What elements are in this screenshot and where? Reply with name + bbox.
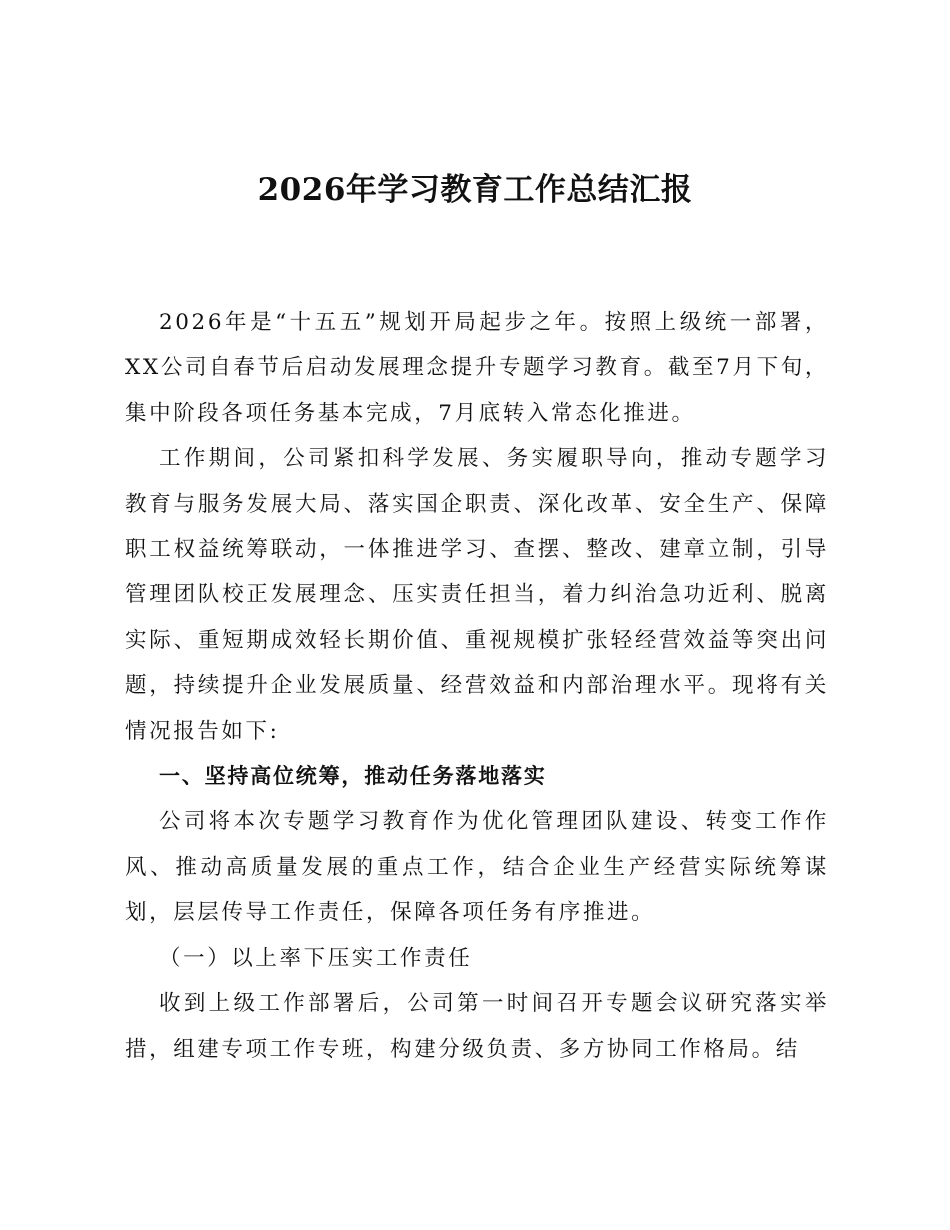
document-body: [125, 300, 829, 1072]
section-paragraph: 公司将本次专题学习教育作为优化管理团队建设、转变工作作风、推动高质量发展的重点工作，结合企业生产经营实际统筹谋划，层层传导工作责任，保障各项任务有序推进。: [125, 809, 829, 926]
intro-paragraph: 2026年是“十五五”规划开局起步之年。按照上级统一部署，XX公司自春节后启动发展理念提升专题学习教育。截至7月下旬，集中阶段各项任务基本完成，7月底转入常态化推进。: [125, 310, 829, 426]
subsection-paragraph: 收到上级工作部署后，公司第一时间召开专题会议研究落实举措，组建专项工作专班，构建分级负责、多方协同工作格局。结: [125, 991, 829, 1062]
subsection-heading: （一）以上率下压实工作责任: [159, 945, 473, 971]
section-heading: 一、坚持高位统筹，推动任务落地落实: [159, 764, 547, 789]
overview-paragraph: 工作期间，公司紧扣科学发展、务实履职导向，推动专题学习教育与服务发展大局、落实国企职责、深化改革、安全生产、保障职工权益统筹联动，一体推进学习、查摆、整改、建章立制，引导管理团队校正发展理念、压实责任担当，着力纠治急功近利、脱离实际、重短期成效轻长期价值、重视规模扩张轻经营效益等突出问题，持续提升企业发展质量、经营效益和内部治理水平。现将有关情况报告如下:: [125, 446, 829, 744]
document-title: 2026年学习教育工作总结汇报: [257, 172, 693, 208]
